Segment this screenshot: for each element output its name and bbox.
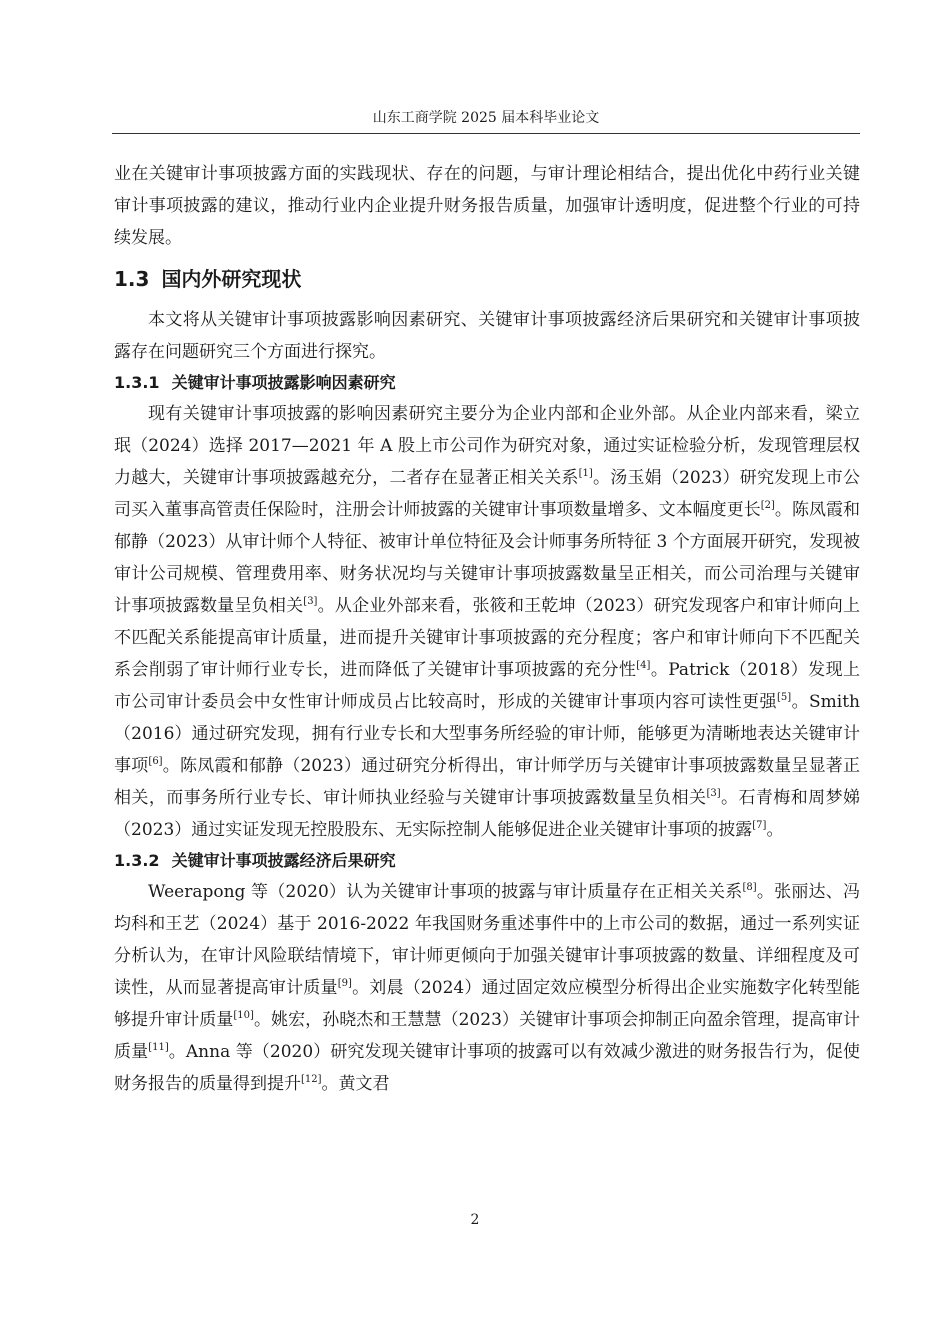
citation-ref[interactable]: [7] <box>752 820 767 831</box>
section-heading-1-3 <box>114 262 860 296</box>
text-run: 。陈凤霞和郁静（2023）从审计师个人特征、被审计单位特征及会计师事务所特征 3 个方面展开研究，发现被审计公司规模、管理费用率、财务状况均与关键审计事项披露数量呈正相关，而公司治理与关键审计事项披露数量呈负相关 <box>114 500 861 616</box>
text-run: 。 <box>766 820 784 840</box>
citation-ref[interactable]: [10] <box>233 1010 254 1021</box>
citation-ref[interactable]: [5] <box>776 692 792 703</box>
text-run: 。Anna 等（2020）研究发现关键审计事项的披露可以有效减少激进的财务报告行为，促使财务报告的质量得到提升 <box>114 1042 860 1094</box>
text-run: 。Smith（2016）通过研究发现，拥有行业专长和大型事务所经验的审计师，能够更为清晰地表达关键审计事项 <box>114 692 861 776</box>
citation-ref[interactable]: [8] <box>742 882 757 893</box>
subsection-number: 1.3.2 <box>114 851 160 870</box>
text-run: 。汤玉娟（2023）研究发现上市公司买入董事高管责任保险时，注册会计师披露的关键审计事项数量增多、文本幅度更长 <box>114 468 860 520</box>
text-run: 。Patrick（2018）发现上市公司审计委员会中女性审计师成员占比较高时，形成的关键审计事项内容可读性更强 <box>114 660 860 712</box>
intro-paragraph: 业在关键审计事项披露方面的实践现状、存在的问题，与审计理论相结合，提出优化中药行业关键审计事项披露的建议，推动行业内企业提升财务报告质量，加强审计透明度，促进整个行业的可持续发展。 <box>114 164 860 248</box>
citation-ref[interactable]: [11] <box>148 1042 169 1053</box>
running-header: 山东工商学院 2025 届本科毕业论文 <box>372 110 600 126</box>
text-run: 。黄文君 <box>321 1074 390 1094</box>
citation-ref[interactable]: [2] <box>760 500 775 511</box>
section-number: 1.3 <box>114 267 150 291</box>
citation-ref[interactable]: [6] <box>148 756 163 767</box>
text-run: 现有关键审计事项披露的影响因素研究主要分为企业内部和企业外部。从企业内部来看，梁立珉（2024）选择 2017—2021 年 A 股上市公司作为研究对象，通过实证检验分析，发现管理层权力越大，关键审计事项披露越充分，二者存在显著正相关关系 <box>114 404 860 488</box>
citation-ref[interactable]: [3] <box>303 596 318 607</box>
page-number: 2 <box>470 1212 480 1228</box>
text-run: 。石青梅和周梦娣（2023）通过实证发现无控股股东、无实际控制人能够促进企业关键审计事项的披露 <box>114 788 861 840</box>
section-title: 国内外研究现状 <box>161 267 302 291</box>
subsection-heading-1-3-1 <box>114 368 860 398</box>
text-run: 。从企业外部来看，张筱和王乾坤（2023）研究发现客户和审计师向上不匹配关系能提高审计质量，进而提升关键审计事项披露的充分程度；客户和审计师向下不匹配关系会削弱了审计师行业专长，进而降低了关键审计事项披露的充分性 <box>114 596 860 680</box>
header-rule <box>112 133 860 134</box>
subsection-title: 关键审计事项披露经济后果研究 <box>171 851 396 870</box>
subsection-number: 1.3.1 <box>114 373 160 392</box>
subsection-heading-1-3-2 <box>114 846 860 876</box>
text-run: Weerapong 等（2020）认为关键审计事项的披露与审计质量存在正相关关系 <box>148 882 743 902</box>
citation-ref[interactable]: [9] <box>337 978 352 989</box>
subsection-title: 关键审计事项披露影响因素研究 <box>171 373 396 392</box>
text-run: 。张丽达、冯均科和王艺（2024）基于 2016-2022 年我国财务重述事件中的上市公司的数据，通过一系列实证分析认为，在审计风险联结情境下，审计师更倾向于加强关键审计事项披露的数量、详细程度及可读性，从而显著提高审计质量 <box>114 882 861 998</box>
influence-factors-paragraph <box>114 398 860 846</box>
citation-ref[interactable]: [4] <box>636 660 651 671</box>
economic-consequences-paragraph <box>114 876 860 1100</box>
text-run: 。姚宏，孙晓杰和王慧慧（2023）关键审计事项会抑制正向盈余管理，提高审计质量 <box>114 1010 861 1062</box>
text-run: 。陈凤霞和郁静（2023）通过研究分析得出，审计师学历与关键审计事项披露数量呈显著正相关，而事务所行业专长、审计师执业经验与关键审计事项披露数量呈负相关 <box>114 756 861 808</box>
citation-ref[interactable]: [3] <box>706 788 721 799</box>
text-run: 。刘晨（2024）通过固定效应模型分析得出企业实施数字化转型能够提升审计质量 <box>114 978 861 1030</box>
citation-ref[interactable]: [12] <box>301 1074 322 1085</box>
page-body <box>114 158 860 1100</box>
section-intro-paragraph: 本文将从关键审计事项披露影响因素研究、关键审计事项披露经济后果研究和关键审计事项披露存在问题研究三个方面进行探究。 <box>114 310 860 362</box>
citation-ref[interactable]: [1] <box>578 468 593 479</box>
